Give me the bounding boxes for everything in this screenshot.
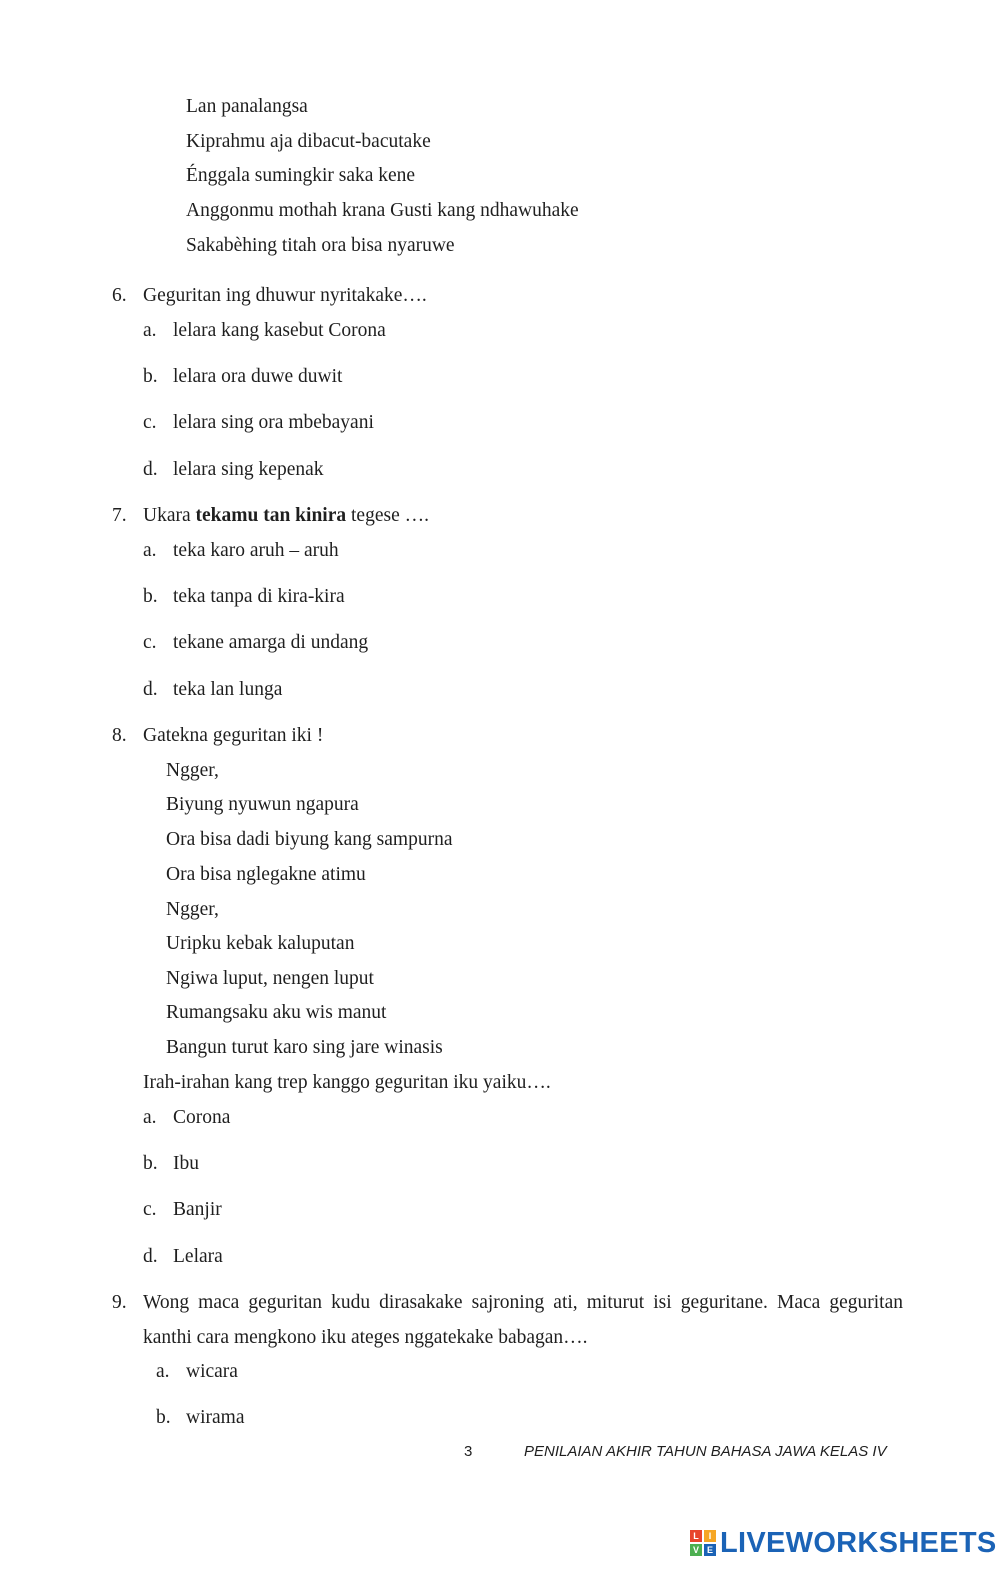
- option-text: teka tanpa di kira-kira: [173, 586, 345, 607]
- option-text: lelara sing kepenak: [173, 459, 324, 480]
- option-text: lelara ora duwe duwit: [173, 366, 343, 387]
- poem-line: Lan panalangsa: [186, 96, 308, 117]
- question-text: [143, 504, 429, 528]
- question-text-before: Ukara: [143, 505, 196, 526]
- option-letter: a.: [143, 320, 157, 341]
- logo-icon-letter: E: [704, 1544, 716, 1556]
- question-text-line-2: kanthi cara mengkono iku ateges nggatekake babagan….: [143, 1327, 588, 1348]
- poem-line: Uripku kebak kaluputan: [166, 933, 355, 954]
- option-letter: c.: [143, 412, 157, 433]
- poem-line: Biyung nyuwun ngapura: [166, 794, 359, 815]
- option-text: wirama: [186, 1407, 245, 1428]
- option-text: Ibu: [173, 1153, 199, 1174]
- liveworksheets-logo-icon: [690, 1530, 716, 1556]
- option-letter: a.: [156, 1361, 170, 1382]
- option-letter: b.: [143, 366, 158, 387]
- option-text: lelara sing ora mbebayani: [173, 412, 374, 433]
- option-text: teka karo aruh – aruh: [173, 540, 339, 561]
- question-bold-phrase: tekamu tan kinira: [195, 505, 347, 526]
- liveworksheets-logo[interactable]: [690, 1525, 997, 1561]
- poem-line: Sakabèhing titah ora bisa nyaruwe: [186, 235, 455, 256]
- option-letter: b.: [156, 1407, 171, 1428]
- question-number: 6.: [112, 285, 127, 306]
- poem-line: Ora bisa dadi biyung kang sampurna: [166, 829, 453, 850]
- option-letter: d.: [143, 679, 158, 700]
- question-number: 9.: [112, 1292, 127, 1313]
- logo-icon-letter: V: [690, 1544, 702, 1556]
- option-letter: a.: [143, 540, 157, 561]
- question-text-line-1: Wong maca geguritan kudu dirasakake sajroning ati, miturut isi geguritane. Maca geguritan: [143, 1292, 903, 1313]
- option-letter: c.: [143, 1199, 157, 1220]
- logo-icon-letter: L: [690, 1530, 702, 1542]
- poem-line: Ora bisa nglegakne atimu: [166, 864, 366, 885]
- question-number: 7.: [112, 505, 127, 526]
- poem-line: Anggonmu mothah krana Gusti kang ndhawuhake: [186, 200, 579, 221]
- poem-line: Ngiwa luput, nengen luput: [166, 968, 374, 989]
- poem-line: Rumangsaku aku wis manut: [166, 1002, 387, 1023]
- option-letter: c.: [143, 632, 157, 653]
- question-text: Geguritan ing dhuwur nyritakake….: [143, 285, 427, 306]
- option-text: teka lan lunga: [173, 679, 283, 700]
- logo-icon-letter: I: [704, 1530, 716, 1542]
- option-text: Lelara: [173, 1246, 223, 1267]
- footer-title: PENILAIAN AKHIR TAHUN BAHASA JAWA KELAS IV: [524, 1443, 887, 1460]
- page-number: 3: [464, 1443, 473, 1460]
- option-text: wicara: [186, 1361, 238, 1382]
- poem-line: Ngger,: [166, 899, 219, 920]
- poem-line: Kiprahmu aja dibacut-bacutake: [186, 131, 431, 152]
- option-letter: d.: [143, 459, 158, 480]
- poem-line: Ngger,: [166, 760, 219, 781]
- option-text: lelara kang kasebut Corona: [173, 320, 386, 341]
- question-text: Gatekna geguritan iki !: [143, 725, 324, 746]
- option-text: Corona: [173, 1107, 231, 1128]
- poem-line: Bangun turut karo sing jare winasis: [166, 1037, 443, 1058]
- question-prompt: Irah-irahan kang trep kanggo geguritan iku yaiku….: [143, 1072, 551, 1093]
- question-text-after: tegese ….: [346, 505, 429, 526]
- option-letter: a.: [143, 1107, 157, 1128]
- option-letter: b.: [143, 586, 158, 607]
- option-text: Banjir: [173, 1199, 222, 1220]
- poem-line: Énggala sumingkir saka kene: [186, 165, 416, 186]
- logo-text: LIVEWORKSHEETS: [720, 1526, 997, 1559]
- option-text: tekane amarga di undang: [173, 632, 369, 653]
- option-letter: b.: [143, 1153, 158, 1174]
- option-letter: d.: [143, 1246, 158, 1267]
- question-number: 8.: [112, 725, 127, 746]
